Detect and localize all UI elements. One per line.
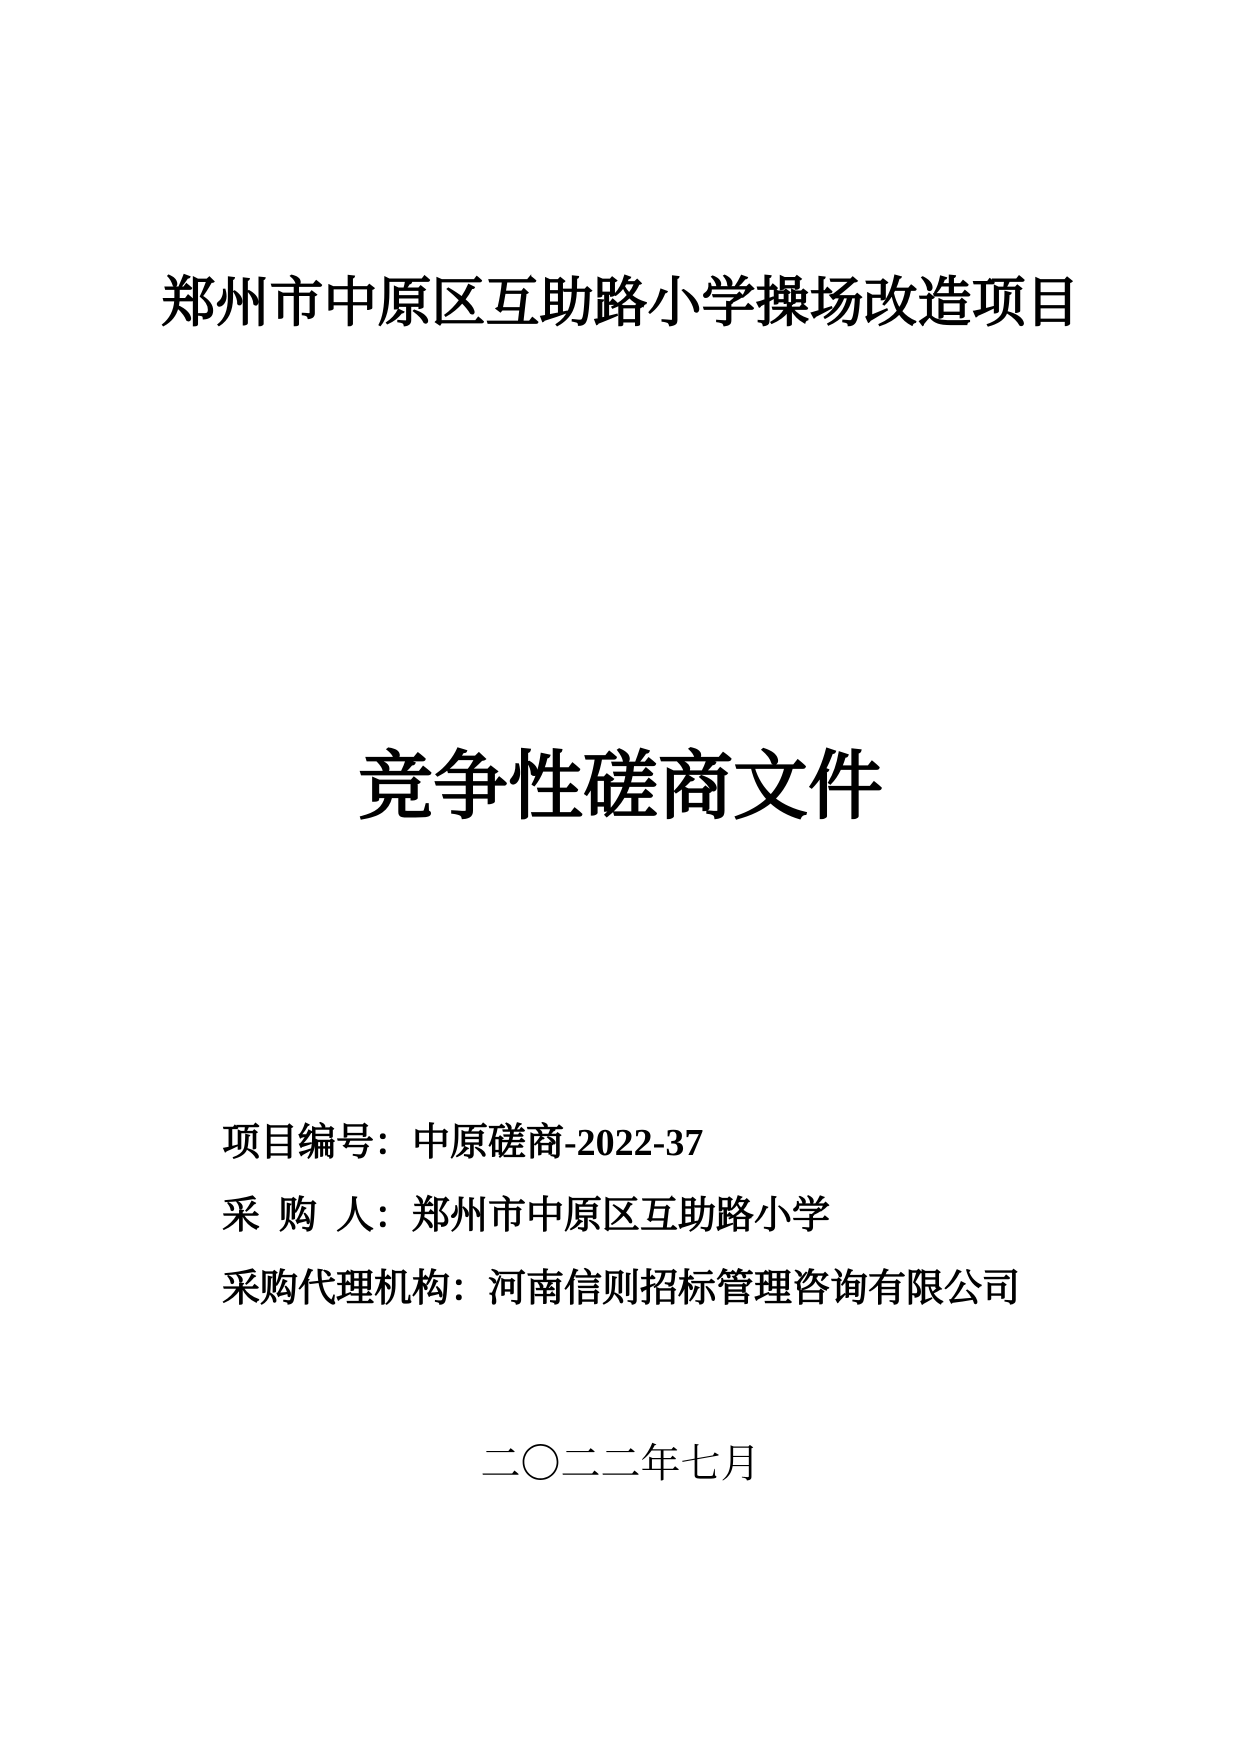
procurement-agency-label: 采购代理机构： [222,1268,489,1310]
purchaser-label: 采 购 人： [222,1195,413,1237]
purchaser-value: 郑州市中原区互助路小学 [412,1195,831,1237]
procurement-agency-line [222,1270,1020,1309]
procurement-agency-value: 河南信则招标管理咨询有限公司 [488,1268,1021,1310]
document-type-title: 竞争性磋商文件 [357,746,883,829]
project-title: 郑州市中原区互助路小学操场改造项目 [161,273,1080,333]
publication-date: 二〇二二年七月 [480,1441,761,1486]
project-number-label: 项目编号： [222,1122,413,1164]
purchaser-line [222,1197,1020,1236]
project-number-value: 中原磋商-2022-37 [412,1122,704,1164]
info-block [222,1124,1020,1343]
project-number-line [222,1124,1020,1163]
